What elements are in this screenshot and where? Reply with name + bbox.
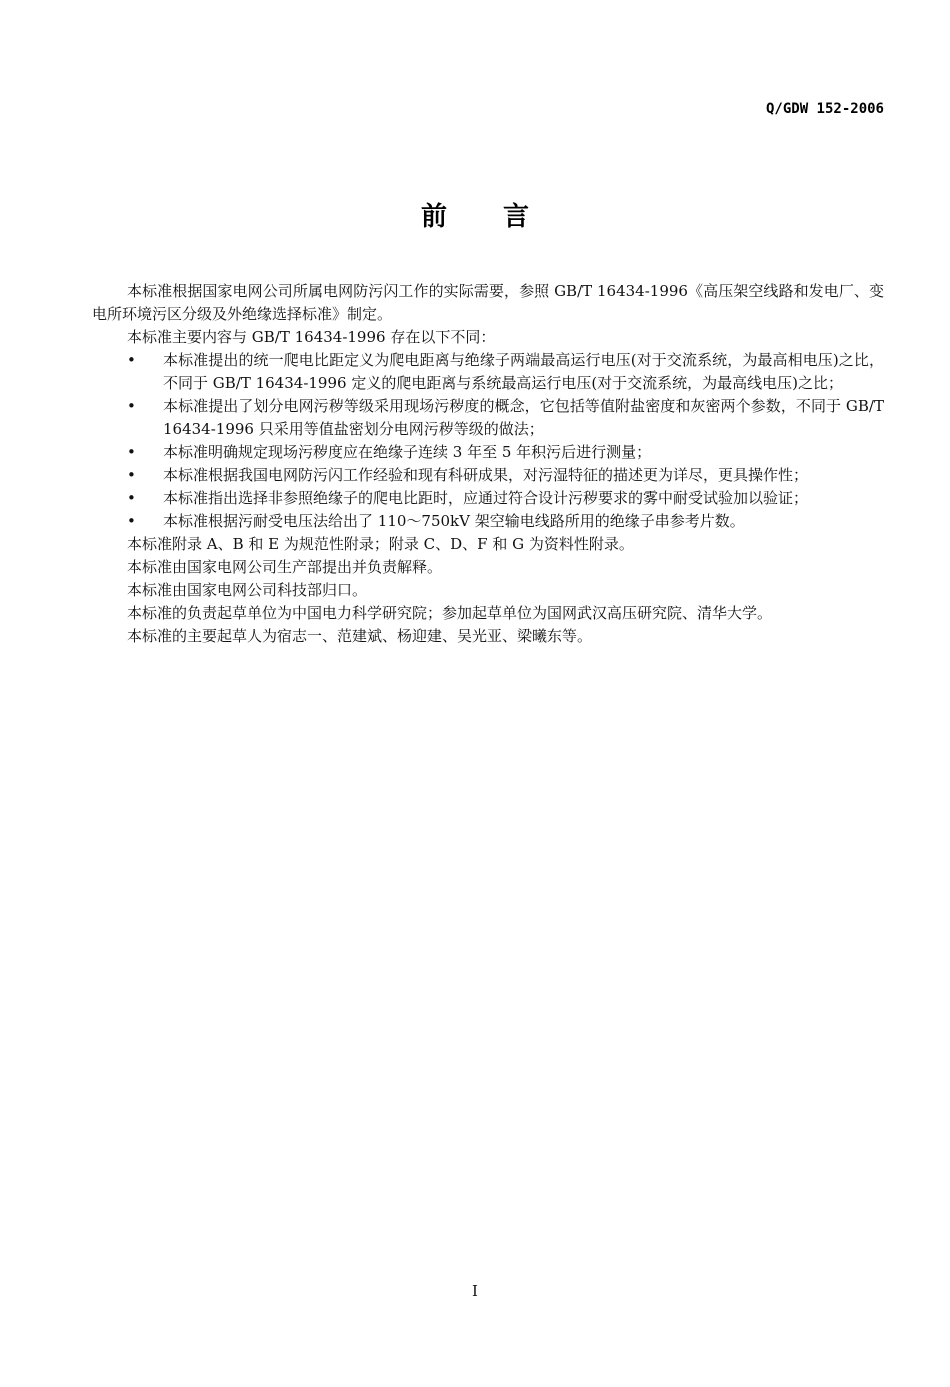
foreword-body [92, 280, 884, 648]
bullet-text: 本标准指出选择非参照绝缘子的爬电比距时，应通过符合设计污秽要求的雾中耐受试验加以验证； [163, 489, 809, 507]
title-char-1: 前 [420, 202, 447, 232]
bullet-icon: • [127, 443, 136, 461]
bullet-icon: • [127, 512, 136, 530]
paragraph-centralized: 本标准由国家电网公司科技部归口。 [127, 581, 368, 599]
paragraph-drafting-units: 本标准的负责起草单位为中国电力科学研究院；参加起草单位为国网武汉高压研究院、清华大学。 [127, 604, 773, 622]
bullet-icon: • [127, 466, 136, 484]
bullet-text: 本标准提出的统一爬电比距定义为爬电距离与绝缘子两端最高运行电压(对于交流系统，为最高相电压)之比，不同于 GB/T 16434-1996 定义的爬电距离与系统最高运行电压(对于交流系统，为最高线电压)之比； [163, 351, 884, 392]
bullet-text: 本标准根据污耐受电压法给出了 110～750kV 架空输电线路所用的绝缘子串参考片数。 [163, 512, 745, 530]
page-number: I [472, 1282, 478, 1300]
document-code: Q/GDW 152-2006 [765, 101, 884, 117]
bullet-item [92, 510, 884, 533]
bullet-icon: • [127, 397, 136, 415]
page-title [0, 196, 950, 233]
bullet-text: 本标准根据我国电网防污闪工作经验和现有科研成果，对污湿特征的描述更为详尽，更具操作性； [163, 466, 809, 484]
bullet-item [92, 487, 884, 510]
paragraph-appendix: 本标准附录 A、B 和 E 为规范性附录；附录 C、D、F 和 G 为资料性附录。 [127, 535, 634, 553]
title-char-2: 言 [503, 202, 530, 232]
bullet-text: 本标准提出了划分电网污秽等级采用现场污秽度的概念，它包括等值附盐密度和灰密两个参数，不同于 GB/T 16434-1996 只采用等值盐密划分电网污秽等级的做法； [163, 397, 884, 438]
bullet-icon: • [127, 351, 136, 369]
paragraph-differences: 本标准主要内容与 GB/T 16434-1996 存在以下不同： [127, 328, 496, 346]
bullet-item [92, 349, 884, 395]
bullet-item [92, 395, 884, 441]
bullet-item [92, 464, 884, 487]
paragraph-intro: 本标准根据国家电网公司所属电网防污闪工作的实际需要，参照 GB/T 16434-1996《高压架空线路和发电厂、变电所环境污区分级及外绝缘选择标准》制定。 [92, 282, 884, 323]
bullet-icon: • [127, 489, 136, 507]
bullet-text: 本标准明确规定现场污秽度应在绝缘子连续 3 年至 5 年积污后进行测量； [163, 443, 652, 461]
bullet-item [92, 441, 884, 464]
paragraph-proposer: 本标准由国家电网公司生产部提出并负责解释。 [127, 558, 443, 576]
paragraph-drafters: 本标准的主要起草人为宿志一、范建斌、杨迎建、吴光亚、梁曦东等。 [127, 627, 593, 645]
